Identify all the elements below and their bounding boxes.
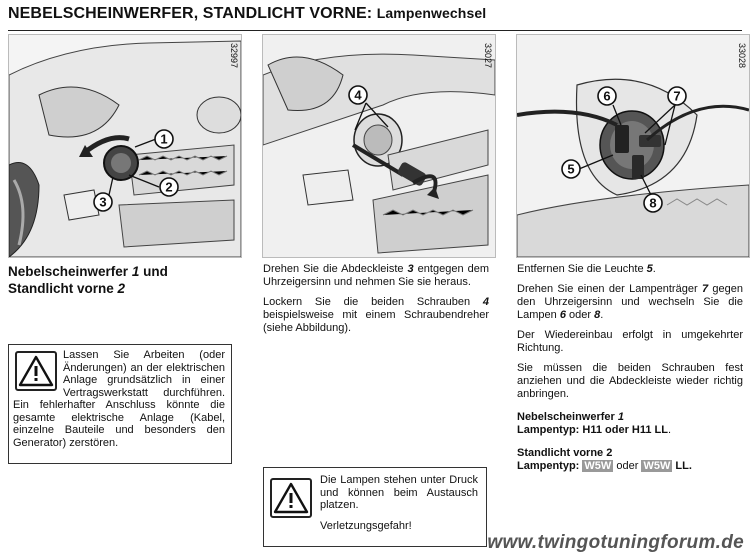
watermark: www.twingotuningforum.de <box>487 532 744 553</box>
callout-5: 5 <box>567 161 575 177</box>
figure-1-code: 32997 <box>229 43 239 69</box>
warning-triangle-icon-2 <box>272 480 310 516</box>
spec-fog-light <box>517 411 743 437</box>
title-divider <box>8 30 742 31</box>
col1-heading <box>8 263 240 297</box>
col3-p2-c: oder <box>565 309 595 321</box>
col1-heading-b: Standlicht vorne <box>8 281 118 296</box>
col1-heading-a-num: 1 <box>131 264 140 279</box>
col2-p1-num: 3 <box>407 263 414 275</box>
col3-p1-num: 5 <box>646 263 653 275</box>
spec1-title: Nebelscheinwerfer <box>517 411 618 423</box>
figure-3-illustration <box>517 35 749 257</box>
spec2-value-2: W5W <box>643 460 671 472</box>
col3-text <box>517 263 743 473</box>
col3-paragraph-4: Sie müssen die beiden Schrauben fest anziehen und die Abdeckleiste wieder richtig anbringen. <box>517 362 743 400</box>
spec2-mid: oder <box>613 460 642 472</box>
callout-8: 8 <box>649 195 657 211</box>
callout-6: 6 <box>603 88 611 104</box>
col2-p2-a: Lockern Sie die beiden Schrauben <box>263 296 483 308</box>
title-main: NEBELSCHEINWERFER, STANDLICHT VORNE: <box>8 5 373 22</box>
warning-box-pressure <box>263 467 487 547</box>
col2-paragraph-2 <box>263 296 489 335</box>
spec2-label: Lampentyp: <box>517 460 583 472</box>
spec1-value: H11 oder H11 LL <box>582 424 668 436</box>
col2-p1-a: Drehen Sie die Abdeckleiste <box>263 263 408 275</box>
figure-1 <box>8 34 242 258</box>
col3-p2-a: Drehen Sie einen der Lampenträger <box>517 283 702 295</box>
figure-1-column <box>8 34 242 258</box>
col3-p1-a: Entfernen Sie die Leuchte <box>517 263 647 275</box>
figure-3-column <box>516 34 750 258</box>
col3-p2-num3: 8 <box>594 309 601 321</box>
callout-7: 7 <box>673 88 681 104</box>
title-sub: Lampenwechsel <box>376 5 487 21</box>
figure-3-code: 33028 <box>737 43 747 69</box>
warning-pressure-line-1: Die Lampen stehen unter Druck und können beim Austausch platzen. <box>320 474 478 511</box>
figure-2-illustration <box>263 35 495 257</box>
figure-1-illustration <box>9 35 241 257</box>
spec2-end: LL. <box>672 460 692 472</box>
warning-box-electrical <box>8 344 232 464</box>
figure-2-code: 33027 <box>483 43 493 69</box>
col3-paragraph-2 <box>517 283 743 322</box>
callout-3: 3 <box>99 194 107 210</box>
col2-text <box>263 263 489 342</box>
page-title <box>8 5 486 23</box>
col3-p2-d: . <box>600 309 604 321</box>
spec1-end: . <box>668 424 672 436</box>
col1-heading-a: Nebelscheinwerfer <box>8 264 132 279</box>
warning-icon-2 <box>270 478 312 518</box>
col3-p2-num: 7 <box>701 283 709 295</box>
figure-2 <box>262 34 496 258</box>
figure-2-column <box>262 34 496 258</box>
col2-paragraph-1 <box>263 263 489 289</box>
spec2-value-1: W5W <box>584 460 612 472</box>
warning-pressure-text <box>320 474 478 532</box>
warning-electrical-body: Lassen Sie Arbeiten (oder Änderungen) an der elektrischen Anlage grundsätzlich in einer Vertragswerkstatt durchführen. Ein fehlerhafter Anschluss könnte die gesamte elektrische Anlage (Kabel, einzelne Bauteile und besonders den Generator) zerstören. <box>13 349 225 449</box>
warning-electrical-text <box>13 349 225 449</box>
col3-p2-num2: 6 <box>559 309 566 321</box>
col1-heading-b-num: 2 <box>117 281 126 296</box>
figure-3 <box>516 34 750 258</box>
col3-p2-b: gegen den Uhrzeigersinn und wechseln Sie die Lampen <box>517 283 743 321</box>
col1-heading-a-tail: und <box>139 264 168 279</box>
col3-paragraph-3: Der Wiedereinbau erfolgt in umgekehrter Richtung. <box>517 329 743 354</box>
col2-p1-b: entgegen dem Uhrzeigersinn und nehmen Sie sie heraus. <box>263 263 489 288</box>
spec-parking-light <box>517 447 743 473</box>
spec1-label: Lampentyp: <box>517 424 583 436</box>
callout-4: 4 <box>354 87 362 103</box>
warning-pressure-line-2: Verletzungsgefahr! <box>320 519 412 532</box>
callout-1: 1 <box>160 131 168 147</box>
spec1-num: 1 <box>617 411 624 423</box>
callout-2: 2 <box>165 179 173 195</box>
col3-p1-b: . <box>652 263 656 275</box>
col2-p2-b: beispielsweise mit einem Schraubendreher (siehe Abbildung). <box>263 309 489 334</box>
col3-paragraph-1 <box>517 263 743 276</box>
spec2-title: Standlicht vorne 2 <box>517 447 613 459</box>
col2-p2-num: 4 <box>482 296 489 308</box>
